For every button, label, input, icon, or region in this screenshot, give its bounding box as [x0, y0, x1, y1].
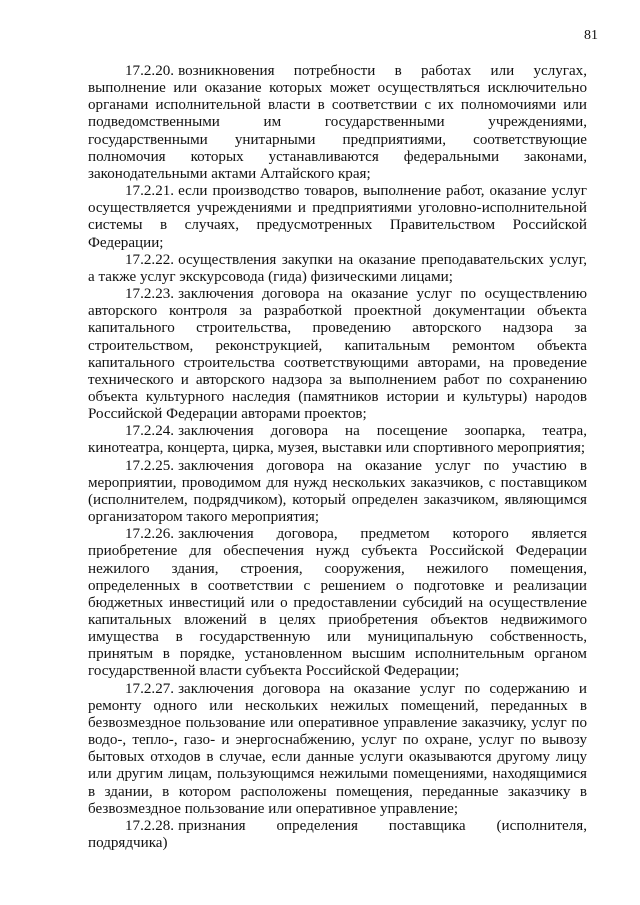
- item-number: 17.2.27.: [125, 680, 175, 697]
- list-item: [88, 63, 587, 183]
- item-text: возникновения потребности в работах или услугах, выполнение или оказание которых может осуществляться исключительно органами исполнительной власти в соответствии с их полномочиями или подведомственными им государственными учреждениями, государственными унитарными предприятиями, соответствующие полномочия которых устанавливаются федеральными законами, законодательными актами Алтайского края;: [88, 63, 587, 182]
- item-text: осуществления закупки на оказание преподавательских услуг, а также услуг экскурсовода (гида) физическими лицами;: [88, 251, 587, 285]
- list-item: [88, 818, 587, 852]
- list-item: [88, 252, 587, 286]
- list-item: [88, 681, 587, 818]
- item-number: 17.2.21.: [125, 183, 175, 200]
- item-text: если производство товаров, выполнение работ, оказание услуг осуществляется учреждениями и предприятиями уголовно-исполнительной системы в случаях, предусмотренных Правительством Российской Федерации;: [88, 183, 587, 251]
- list-item: [88, 183, 587, 252]
- list-item: [88, 423, 587, 457]
- item-text: заключения договора на оказание услуг по содержанию и ремонту одного или нескольких нежилых помещений, переданных в безвозмездное пользование или оперативное управление заказчику, услуг по водо-, тепло-, газо- и энергоснабжению, услуг по охране, услуг по вывозу бытовых отходов в случае, если данные услуги оказываются другому лицу или другим лицам, пользующимся нежилыми помещениями, находящимися в здании, в котором расположены помещения, переданные заказчику в безвозмездное пользование или оперативное управление;: [88, 680, 587, 817]
- item-number: 17.2.24.: [125, 423, 175, 440]
- item-number: 17.2.22.: [125, 251, 175, 268]
- item-number: 17.2.28.: [125, 817, 175, 834]
- item-number: 17.2.25.: [125, 457, 175, 474]
- item-number: 17.2.23.: [125, 286, 175, 303]
- item-number: 17.2.26.: [125, 526, 175, 543]
- document-body: [88, 63, 587, 852]
- list-item: [88, 286, 587, 423]
- item-text: заключения договора, предметом которого является приобретение для обеспечения нужд субъекта Российской Федерации нежилого здания, строения, сооружения, нежилого помещения, определенных в соответствии с решением о подготовке и реализации бюджетных инвестиций или о предоставлении субсидий на осуществление капитальных вложений в целях приобретения объектов недвижимого имущества в государственную или муниципальную собственность, принятым в порядке, установленном высшим исполнительным органом государственной власти субъекта Российской Федерации;: [88, 526, 587, 680]
- list-item: [88, 458, 587, 527]
- item-text: заключения договора на оказание услуг по участию в мероприятии, проводимом для нужд нескольких заказчиков, с поставщиком (исполнителем, подрядчиком), который определен заказчиком, являющимся организатором такого мероприятия;: [88, 457, 587, 526]
- list-item: [88, 526, 587, 680]
- item-text: заключения договора на посещение зоопарка, театра, кинотеатра, концерта, цирка, музея, выставки или спортивного мероприятия;: [88, 423, 587, 457]
- item-number: 17.2.20.: [125, 63, 175, 79]
- item-text: заключения договора на оказание услуг по осуществлению авторского контроля за разработкой проектной документации объекта капитального строительства, проведению авторского надзора за строительством, реконструкцией, капитальным ремонтом объекта капитального строительства соответствующими авторами, на проведение технического и авторского надзора за выполнением работ по сохранению объекта культурного наследия (памятников истории и культуры) народов Российской Федерации авторами проектов;: [88, 286, 587, 423]
- page-number: 81: [584, 28, 598, 43]
- item-text: признания определения поставщика (исполнителя, подрядчика): [88, 817, 587, 852]
